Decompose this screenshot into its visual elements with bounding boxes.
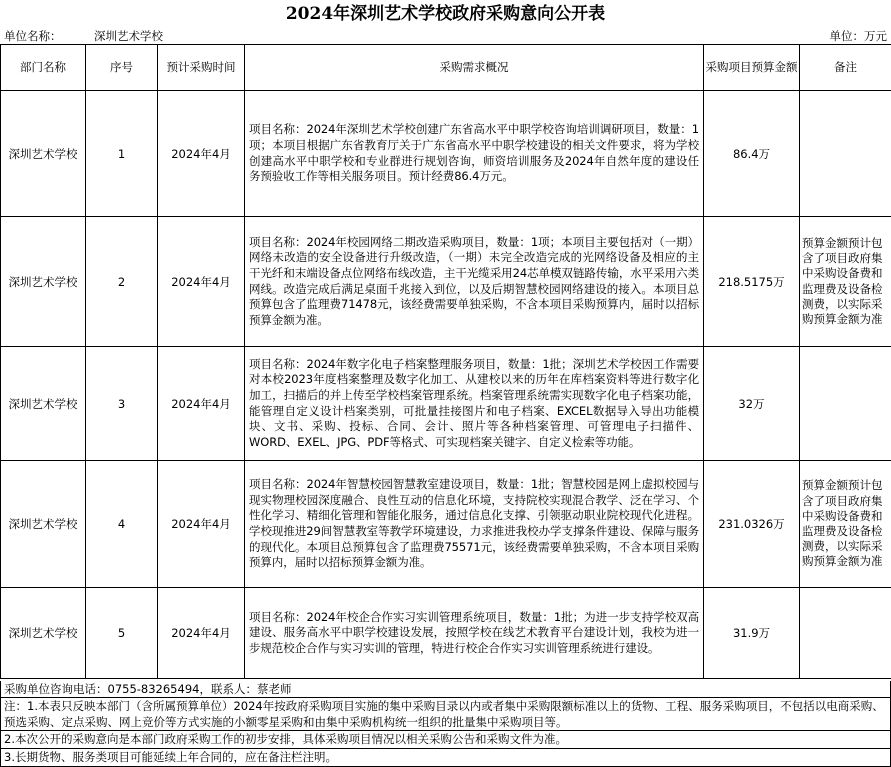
row-seq: 1	[86, 91, 158, 217]
table-row	[1, 588, 891, 679]
row-budget: 86.4万	[704, 91, 800, 217]
header-budget: 采购项目预算金额	[704, 45, 800, 91]
row-budget: 218.5175万	[704, 217, 800, 347]
header-time: 预计采购时间	[158, 45, 245, 91]
row-desc: 项目名称：2024年校园网络二期改造采购项目，数量：1项；本项目主要包括对（一期）网络未改造的安全设备进行升级改造，（一期）未完全改造完成的光网络设备及相应的主干光纤和末端设备点位网络布线改造，主干光缆采用24芯单模双链路传输，水平采用六类网线。改造完成后满足桌面千兆接入到位，以及后期智慧校园网络建设的接入。本项目总预算包含了监理费71478元，该经费需要单独采购，不含本项目采购预算内，届时以招标预算金额为准。	[245, 217, 704, 347]
row-dept: 深圳艺术学校	[1, 588, 86, 679]
row-dept: 深圳艺术学校	[1, 461, 86, 588]
unit-row	[0, 28, 891, 44]
row-time: 2024年4月	[158, 588, 245, 679]
header-seq: 序号	[86, 45, 158, 91]
row-dept: 深圳艺术学校	[1, 91, 86, 217]
row-seq: 3	[86, 347, 158, 461]
table-row	[1, 461, 891, 588]
row-dept: 深圳艺术学校	[1, 217, 86, 347]
row-desc: 项目名称：2024年深圳艺术学校创建广东省高水平中职学校咨询培训调研项目，数量：1项；本项目根据广东省教育厅关于广东省高水平中职学校建设的相关文件要求，将为学校创建高水平中职学校和专业群进行规划咨询，师资培训服务及2024年自然年度的建设任务预验收工作等相关服务项目。预计经费86.4万元。	[245, 91, 704, 217]
header-dept: 部门名称	[1, 45, 86, 91]
row-time: 2024年4月	[158, 347, 245, 461]
table-row	[1, 347, 891, 461]
table-header-row	[1, 45, 891, 91]
note-3: 3.长期货物、服务类项目可能延续上年合同的，应在备注栏注明。	[0, 749, 891, 767]
row-desc: 项目名称：2024年校企合作实习实训管理系统项目，数量：1批；为进一步支持学校双高建设、服务高水平中职学校建设发展，按照学校在线艺术教育平台建设计划，我校为进一步规范校企合作与实习实训的管理，特进行校企合作实习实训管理系统进行建设。	[245, 588, 704, 679]
row-note: 预算金额预计包含了项目政府集中采购设备费和监理费及设备检测费，以实际采购预算金额为准	[800, 217, 891, 347]
row-time: 2024年4月	[158, 461, 245, 588]
row-seq: 4	[86, 461, 158, 588]
row-seq: 5	[86, 588, 158, 679]
note-1: 注：1.本表只反映本部门（含所属预算单位）2024年按政府采购项目实施的集中采购目录以内或者集中采购限额标准以上的货物、工程、服务采购项目，不包括以电商采购、预选采购、定点采购、网上竞价等方式实施的小额零星采购和由集中采购机构统一组织的批量集中采购项目等。	[0, 698, 891, 731]
row-dept: 深圳艺术学校	[1, 347, 86, 461]
currency-unit: 单位：万元	[829, 29, 887, 43]
row-desc: 项目名称：2024年数字化电子档案整理服务项目，数量：1批；深圳艺术学校因工作需要对本校2023年度档案整理及数字化加工、从建校以来的历年在库档案资料等进行数字化加工，扫描后的并上传至学校档案管理系统。档案管理系统需实现数字化电子档案功能，能管理自定义设计档案类别，可批量挂接图片和电子档案、EXCEL数据导入导出功能模块、文书、采购、投标、合同、会计、照片等各种档案管理、可管理电子扫描件、WORD、EXEL、JPG、PDF等格式、可实现档案关键字、自定义检索等功能。	[245, 347, 704, 461]
page-title: 2024年深圳艺术学校政府采购意向公开表	[285, 4, 606, 24]
note-2: 2.本次公开的采购意向是本部门政府采购工作的初步安排，具体采购项目情况以相关采购公告和采购文件为准。	[0, 731, 891, 749]
header-note: 备注	[800, 45, 891, 91]
row-desc: 项目名称：2024年智慧校园智慧教室建设项目，数量：1批；智慧校园是网上虚拟校园与现实物理校园深度融合、良性互动的信息化环境，支持院校实现混合教学、泛在学习、个性化学习、精细化管理和智能化服务，通过信息化支撑、引领驱动职业院校现代化进程。学校现推进29间智慧教室等教学环境建设，力求推进我校办学支撑条件建设、保障与服务的现代化。本项目总预算包含了监理费75571元，该经费需要单独采购，不含本项目采购预算内，届时以招标预算金额为准。	[245, 461, 704, 588]
row-budget: 32万	[704, 347, 800, 461]
unit-label: 单位名称：	[4, 29, 62, 43]
procurement-table	[0, 44, 891, 679]
row-note	[800, 588, 891, 679]
table-row	[1, 91, 891, 217]
row-budget: 31.9万	[704, 588, 800, 679]
row-note: 预算金额预计包含了项目政府集中采购设备费和监理费及设备检测费，以实际采购预算金额为准	[800, 461, 891, 588]
header-desc: 采购需求概况	[245, 45, 704, 91]
row-time: 2024年4月	[158, 217, 245, 347]
row-note	[800, 347, 891, 461]
row-time: 2024年4月	[158, 91, 245, 217]
row-seq: 2	[86, 217, 158, 347]
row-budget: 231.0326万	[704, 461, 800, 588]
table-row	[1, 217, 891, 347]
row-note	[800, 91, 891, 217]
unit-name: 深圳艺术学校	[94, 29, 163, 43]
contact-line: 采购单位咨询电话：0755-83265494，联系人：蔡老师	[0, 681, 891, 698]
